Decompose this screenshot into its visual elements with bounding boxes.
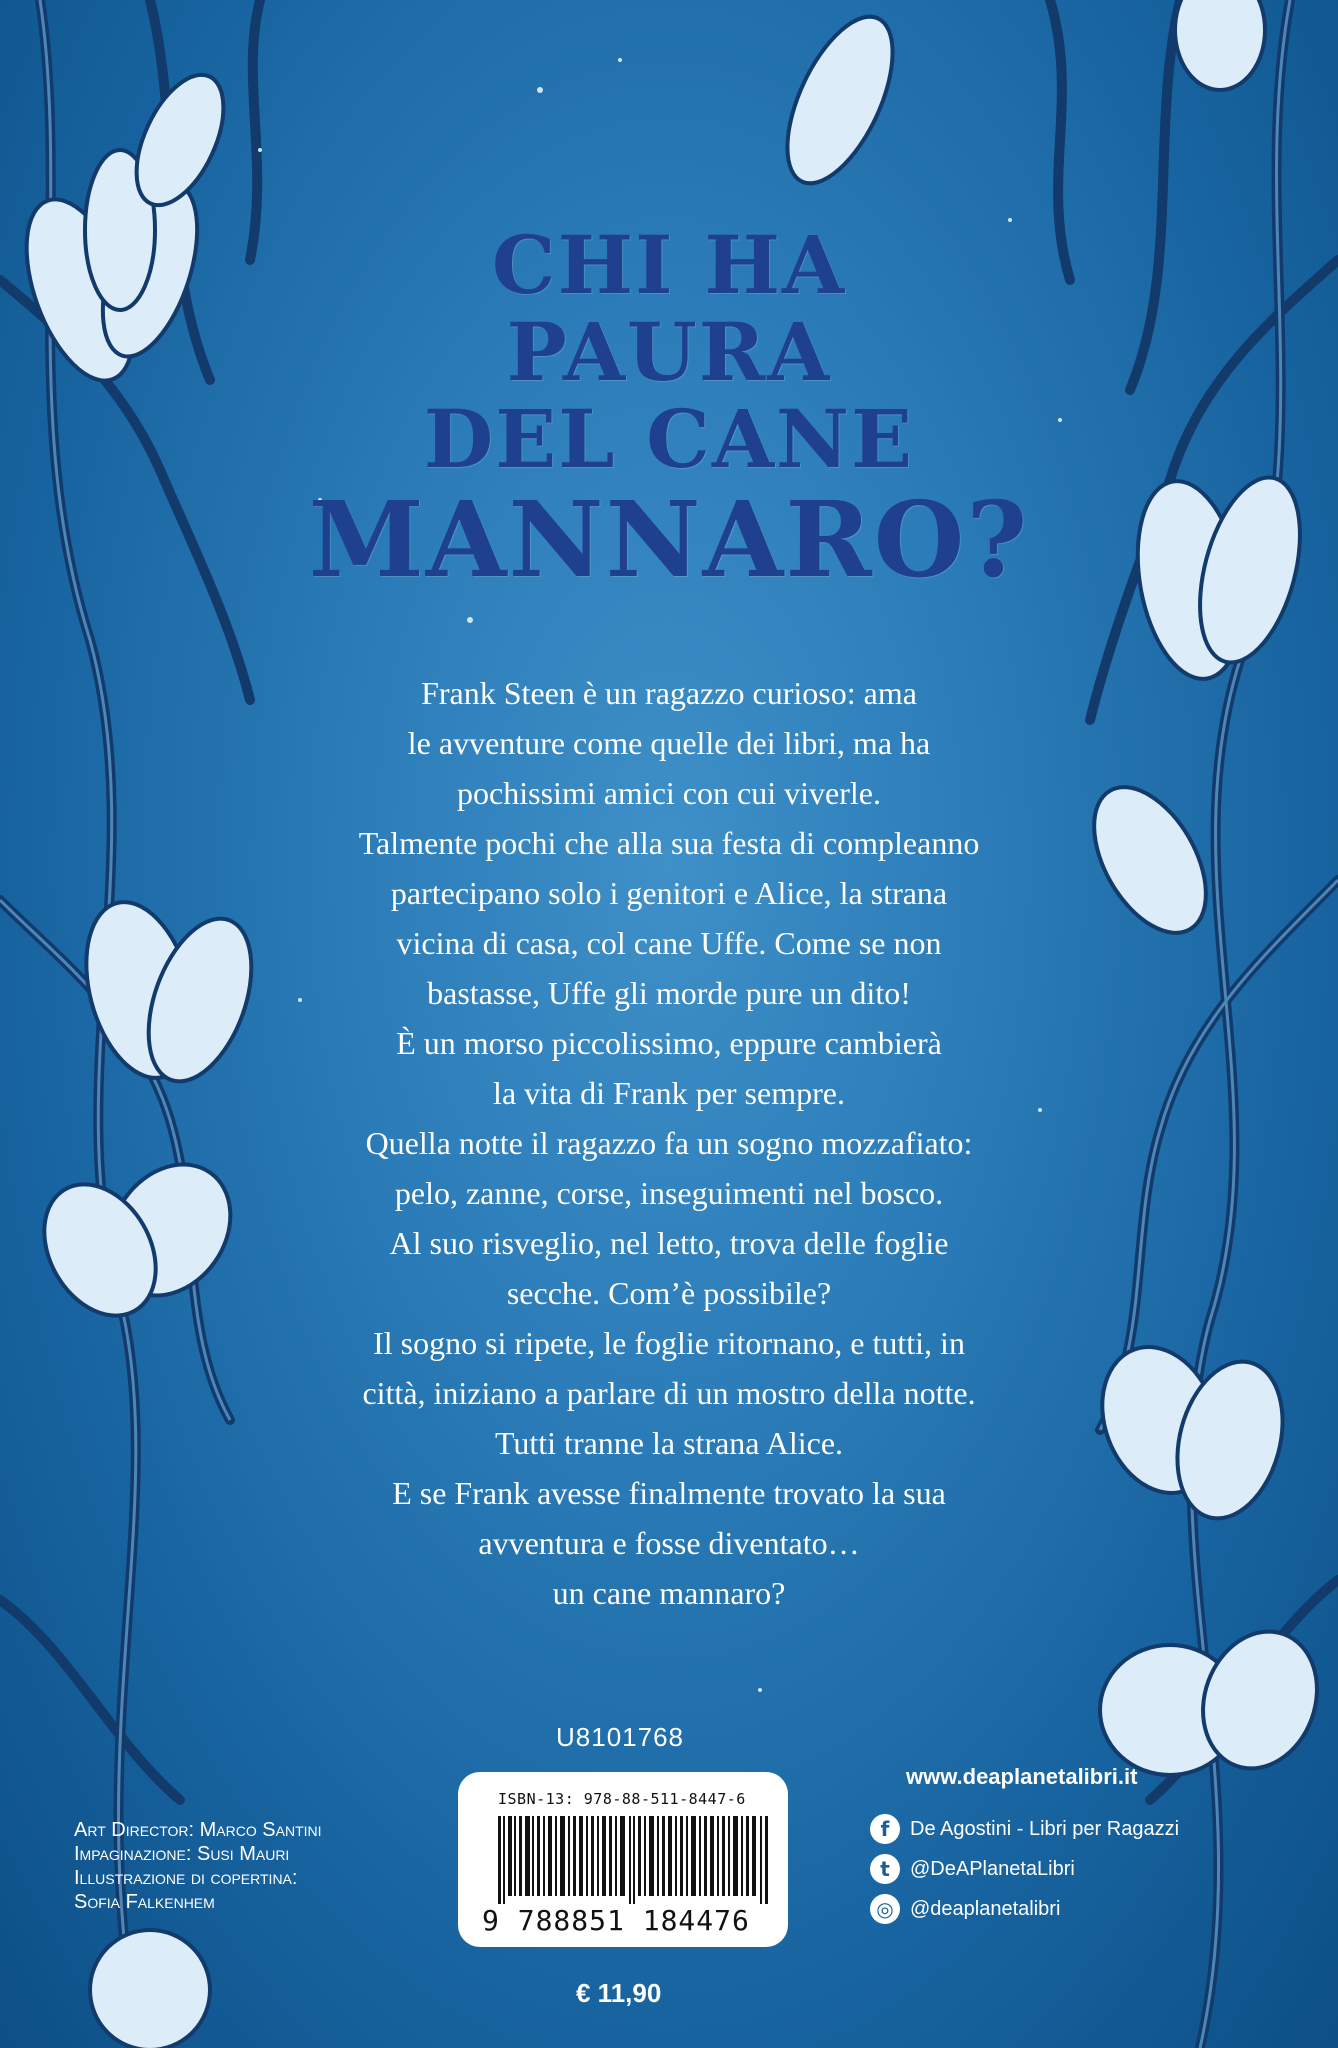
ean-digits: 9 788851 184476 <box>482 1904 750 1937</box>
twitter-icon: t <box>870 1854 900 1884</box>
synopsis-line: le avventure come quelle dei libri, ma ha <box>407 725 931 761</box>
synopsis-line: avventura e fosse diventato… <box>478 1525 860 1561</box>
social-label: @DeAPlanetaLibri <box>910 1858 1075 1880</box>
synopsis-line: bastasse, Uffe gli morde pure un dito! <box>427 975 911 1011</box>
title-line-4: MANNARO? <box>308 478 1030 601</box>
barcode-panel <box>458 1772 788 1947</box>
synopsis-line: Talmente pochi che alla sua festa di compleanno <box>358 825 980 861</box>
synopsis-line: Il sogno si ripete, le foglie ritornano, e tutti, in <box>373 1325 965 1361</box>
instagram-icon: ◎ <box>870 1894 900 1924</box>
synopsis-line: Frank Steen è un ragazzo curioso: ama <box>421 675 917 711</box>
credits <box>74 1818 454 1914</box>
credit-illustration-label: Illustrazione di copertina: <box>74 1867 298 1889</box>
social-instagram[interactable] <box>870 1892 1290 1928</box>
social-facebook[interactable] <box>870 1812 1290 1848</box>
publisher-website[interactable]: www.deaplanetalibri.it <box>906 1764 1138 1789</box>
synopsis-line: città, iniziano a parlare di un mostro della notte. <box>362 1375 976 1411</box>
synopsis-text <box>180 668 1158 1618</box>
synopsis-line: Quella notte il ragazzo fa un sogno mozzafiato: <box>365 1125 973 1161</box>
synopsis-line: E se Frank avesse finalmente trovato la sua <box>392 1475 946 1511</box>
price: € 11,90 <box>576 1978 662 2008</box>
synopsis-line: pelo, zanne, corse, inseguimenti nel bosco. <box>394 1175 944 1211</box>
synopsis-line: Al suo risveglio, nel letto, trova delle foglie <box>389 1225 949 1261</box>
title-line-3: DEL CANE <box>423 392 915 486</box>
social-label: @deaplanetalibri <box>910 1898 1061 1920</box>
credit-illustrator: Sofia Falkenhem <box>74 1891 215 1913</box>
synopsis-line: secche. Com’è possibile? <box>506 1275 832 1311</box>
title-line-1: CHI HA <box>491 218 847 312</box>
credit-art-director: Art Director: Marco Santini <box>74 1819 322 1841</box>
facebook-icon: f <box>870 1814 900 1844</box>
title-line-2: PAURA <box>506 305 832 399</box>
synopsis-line: È un morso piccolissimo, eppure cambierà <box>396 1025 942 1061</box>
synopsis-line: partecipano solo i genitori e Alice, la strana <box>390 875 948 911</box>
synopsis-line: la vita di Frank per sempre. <box>493 1075 845 1111</box>
barcode-icon <box>498 1816 768 1904</box>
synopsis-line: Tutti tranne la strana Alice. <box>494 1425 844 1461</box>
product-code: U8101768 <box>556 1722 684 1752</box>
isbn-label: ISBN-13: 978-88-511-8447-6 <box>498 1790 746 1808</box>
social-twitter[interactable] <box>870 1852 1290 1888</box>
credit-layout: Impaginazione: Susi Mauri <box>74 1843 290 1865</box>
synopsis-line: un cane mannaro? <box>552 1575 786 1611</box>
social-label: De Agostini - Libri per Ragazzi <box>910 1818 1180 1840</box>
synopsis-line: vicina di casa, col cane Uffe. Come se non <box>396 925 942 961</box>
synopsis-line: pochissimi amici con cui viverle. <box>457 775 881 811</box>
